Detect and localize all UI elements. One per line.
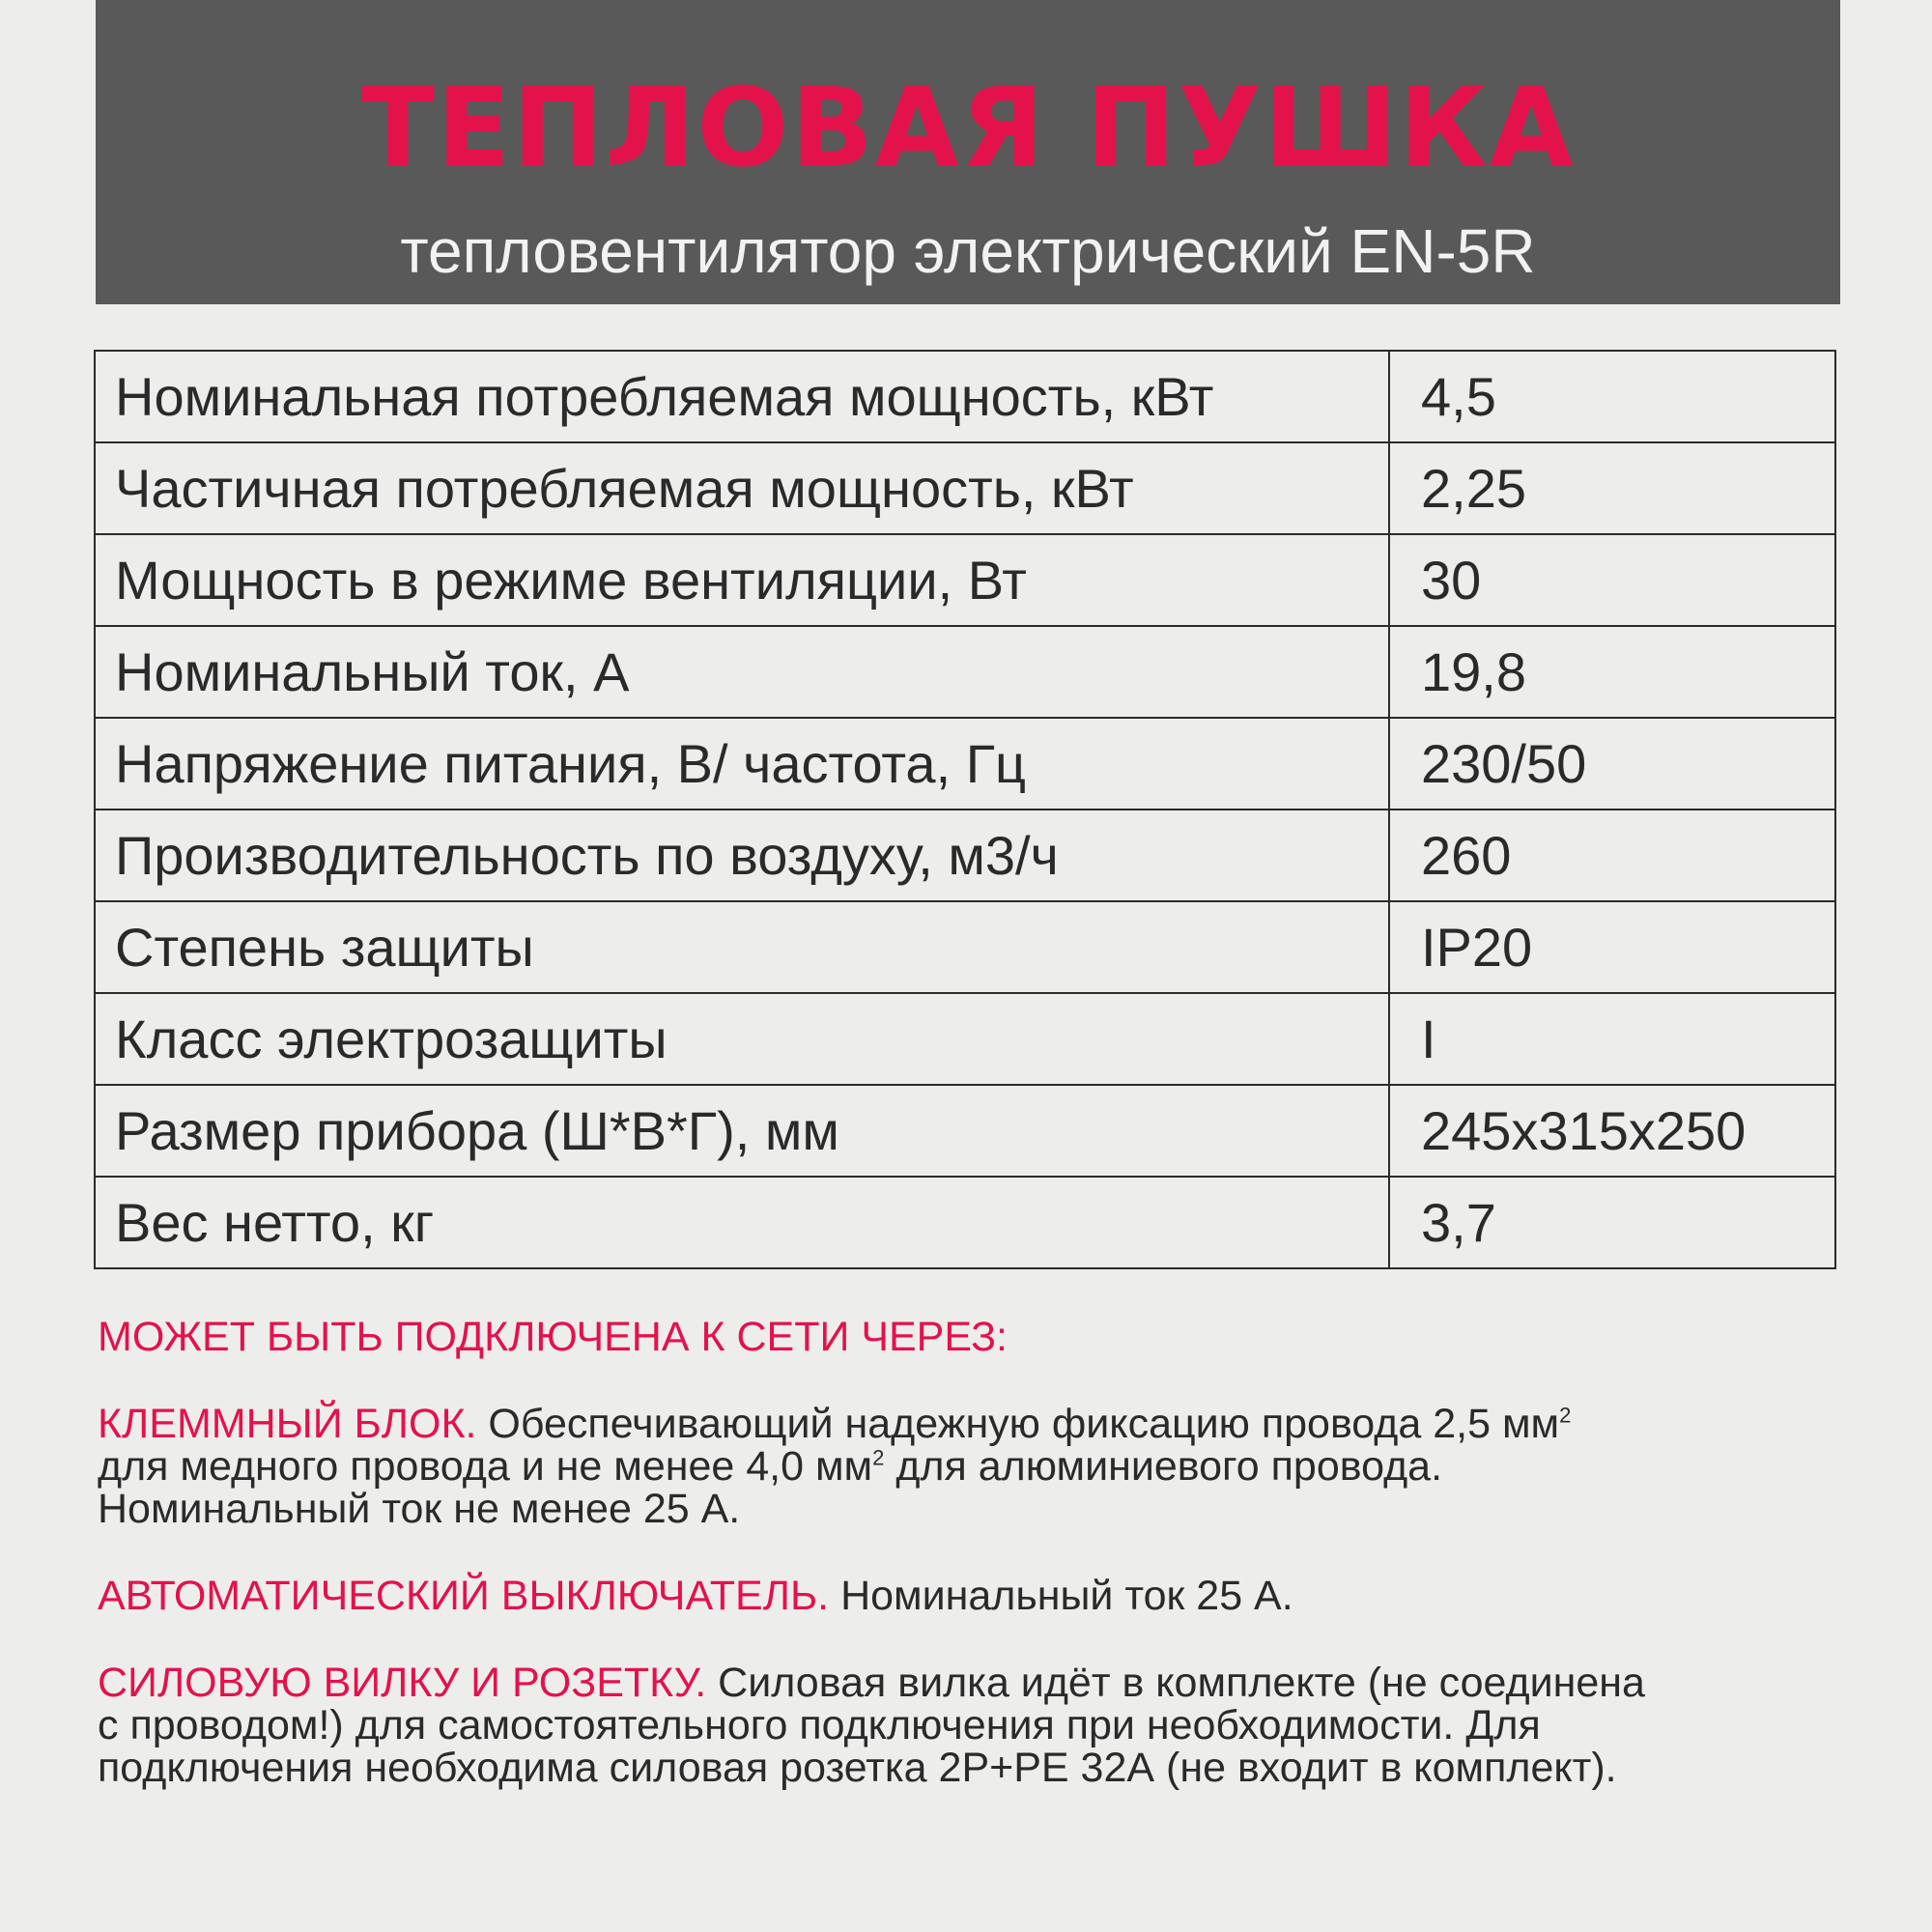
table-row bbox=[95, 993, 1835, 1085]
spec-value: 3,7 bbox=[1389, 1177, 1835, 1268]
spec-label: Вес нетто, кг bbox=[95, 1177, 1389, 1268]
breaker-text: Номинальный ток 25 А. bbox=[829, 1573, 1293, 1619]
plug-note bbox=[98, 1662, 1836, 1704]
breaker-note bbox=[98, 1575, 1836, 1617]
spec-value: 260 bbox=[1389, 810, 1835, 901]
spec-value: 30 bbox=[1389, 534, 1835, 626]
table-row bbox=[95, 1177, 1835, 1268]
spec-label: Номинальная потребляемая мощность, кВт bbox=[95, 351, 1389, 442]
plug-note-line: с проводом!) для самостоятельного подключения при необходимости. Для bbox=[98, 1702, 1541, 1748]
breaker-title: АВТОМАТИЧЕСКИЙ ВЫКЛЮЧАТЕЛЬ. bbox=[98, 1573, 830, 1619]
superscript: 2 bbox=[872, 1445, 885, 1470]
page-subtitle: тепловентилятор электрический EN-5R bbox=[400, 216, 1536, 286]
specs-table bbox=[94, 350, 1836, 1269]
table-row bbox=[95, 442, 1835, 534]
terminal-block-text: Обеспечивающий надежную фиксацию провода 2,5 мм bbox=[476, 1401, 1560, 1447]
terminal-block-note bbox=[98, 1403, 1836, 1445]
header-banner bbox=[96, 0, 1840, 304]
spec-value: 2,25 bbox=[1389, 442, 1835, 534]
spec-label: Мощность в режиме вентиляции, Вт bbox=[95, 534, 1389, 626]
terminal-block-note-line: Номинальный ток не менее 25 А. bbox=[98, 1486, 741, 1532]
spec-label: Частичная потребляемая мощность, кВт bbox=[95, 442, 1389, 534]
spec-label: Производительность по воздуху, м3/ч bbox=[95, 810, 1389, 901]
spec-value: IP20 bbox=[1389, 901, 1835, 993]
connection-notes bbox=[98, 1316, 1836, 1789]
spec-label: Размер прибора (Ш*В*Г), мм bbox=[95, 1085, 1389, 1177]
connection-heading: МОЖЕТ БЫТЬ ПОДКЛЮЧЕНА К СЕТИ ЧЕРЕЗ: bbox=[98, 1314, 1008, 1360]
spec-value: 19,8 bbox=[1389, 626, 1835, 718]
table-row bbox=[95, 810, 1835, 901]
terminal-block-note-line bbox=[98, 1445, 1836, 1488]
terminal-block-text: для алюминиевого провода. bbox=[884, 1443, 1443, 1490]
page-title: ТЕПЛОВАЯ ПУШКА bbox=[360, 66, 1576, 191]
table-row bbox=[95, 626, 1835, 718]
spec-value: 230/50 bbox=[1389, 718, 1835, 810]
spec-label: Класс электрозащиты bbox=[95, 993, 1389, 1085]
table-row bbox=[95, 718, 1835, 810]
spec-value: 4,5 bbox=[1389, 351, 1835, 442]
plug-text: Силовая вилка идёт в комплекте (не соединена bbox=[706, 1660, 1645, 1706]
spec-value: 245x315x250 bbox=[1389, 1085, 1835, 1177]
table-row bbox=[95, 901, 1835, 993]
table-row bbox=[95, 1085, 1835, 1177]
spec-label: Степень защиты bbox=[95, 901, 1389, 993]
spec-label: Напряжение питания, В/ частота, Гц bbox=[95, 718, 1389, 810]
spec-label: Номинальный ток, А bbox=[95, 626, 1389, 718]
superscript: 2 bbox=[1559, 1403, 1572, 1428]
table-row bbox=[95, 534, 1835, 626]
spec-value: I bbox=[1389, 993, 1835, 1085]
plug-title: СИЛОВУЮ ВИЛКУ И РОЗЕТКУ. bbox=[98, 1660, 707, 1706]
terminal-block-text: для медного провода и не менее 4,0 мм bbox=[98, 1443, 873, 1490]
plug-note-line: подключения необходима силовая розетка 2Р+РЕ 32А (не входит в комплект). bbox=[98, 1745, 1617, 1791]
table-row bbox=[95, 351, 1835, 442]
terminal-block-title: КЛЕММНЫЙ БЛОК. bbox=[98, 1401, 477, 1447]
